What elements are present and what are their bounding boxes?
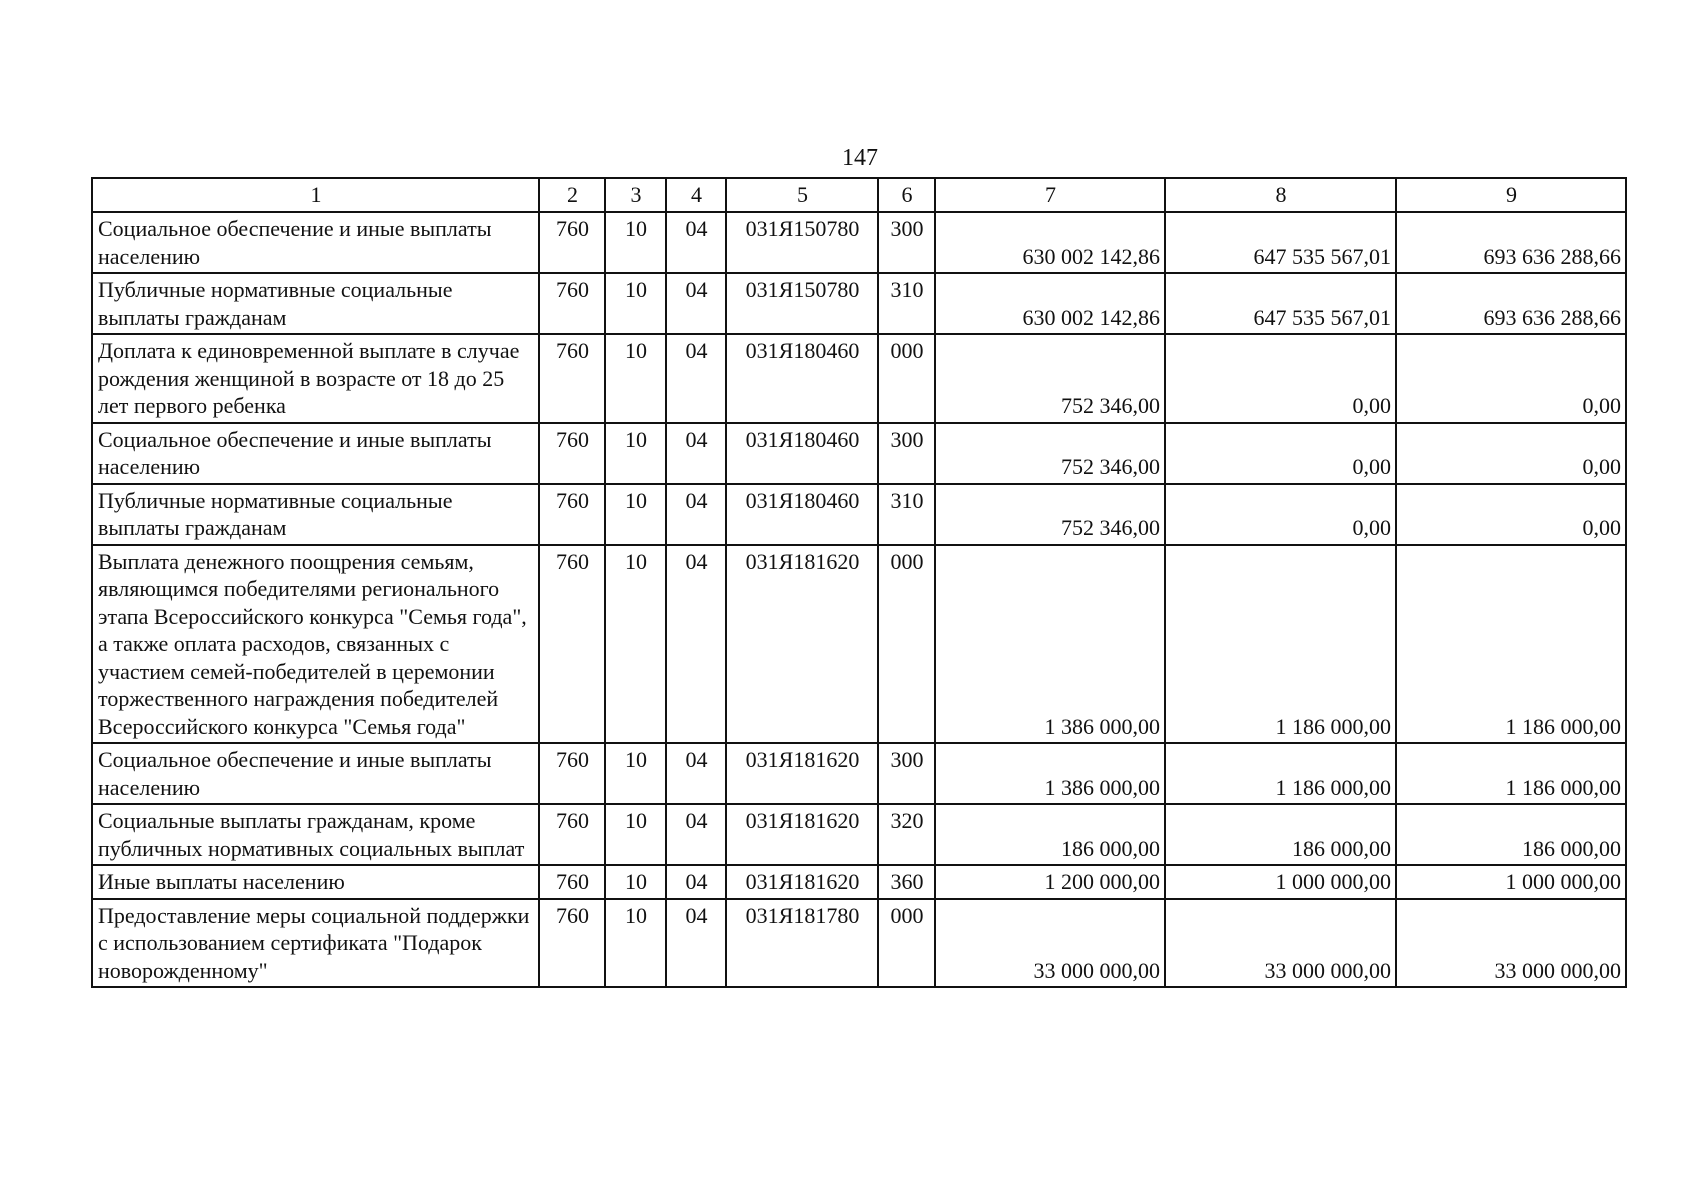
expense-type-cell: 320: [878, 804, 935, 865]
expense-type-cell: 300: [878, 212, 935, 273]
table-body: [92, 212, 1626, 987]
amount-year-3-cell: 1 186 000,00: [1396, 743, 1626, 804]
section-code-cell: 10: [605, 865, 666, 899]
expense-type-cell: 000: [878, 899, 935, 988]
target-article-cell: 031Я150780: [726, 212, 878, 273]
section-code-cell: 10: [605, 273, 666, 334]
ministry-code-cell: 760: [539, 484, 605, 545]
target-article-cell: 031Я181620: [726, 545, 878, 744]
expense-type-cell: 300: [878, 743, 935, 804]
ministry-code-cell: 760: [539, 273, 605, 334]
ministry-code-cell: 760: [539, 334, 605, 423]
amount-year-3-cell: 186 000,00: [1396, 804, 1626, 865]
amount-year-2-cell: 0,00: [1165, 334, 1396, 423]
amount-year-1-cell: 752 346,00: [935, 423, 1165, 484]
column-header-1: 1: [92, 178, 539, 212]
subsection-code-cell: 04: [666, 899, 726, 988]
amount-year-3-cell: 0,00: [1396, 334, 1626, 423]
amount-year-2-cell: 647 535 567,01: [1165, 212, 1396, 273]
table-row: [92, 743, 1626, 804]
target-article-cell: 031Я180460: [726, 334, 878, 423]
amount-year-2-cell: 1 186 000,00: [1165, 545, 1396, 744]
column-header-3: 3: [605, 178, 666, 212]
amount-year-1-cell: 1 386 000,00: [935, 743, 1165, 804]
table-header: [92, 178, 1626, 212]
section-code-cell: 10: [605, 334, 666, 423]
expense-name-cell: Иные выплаты населению: [92, 865, 539, 899]
ministry-code-cell: 760: [539, 212, 605, 273]
column-header-9: 9: [1396, 178, 1626, 212]
expense-type-cell: 310: [878, 273, 935, 334]
column-header-4: 4: [666, 178, 726, 212]
ministry-code-cell: 760: [539, 865, 605, 899]
expense-name-cell: Социальные выплаты гражданам, кроме публичных нормативных социальных выплат: [92, 804, 539, 865]
amount-year-2-cell: 0,00: [1165, 423, 1396, 484]
amount-year-1-cell: 186 000,00: [935, 804, 1165, 865]
amount-year-2-cell: 0,00: [1165, 484, 1396, 545]
column-header-6: 6: [878, 178, 935, 212]
ministry-code-cell: 760: [539, 804, 605, 865]
amount-year-3-cell: 1 000 000,00: [1396, 865, 1626, 899]
table-row: [92, 545, 1626, 744]
budget-table: [91, 177, 1627, 988]
expense-type-cell: 310: [878, 484, 935, 545]
amount-year-2-cell: 33 000 000,00: [1165, 899, 1396, 988]
amount-year-1-cell: 752 346,00: [935, 484, 1165, 545]
subsection-code-cell: 04: [666, 743, 726, 804]
section-code-cell: 10: [605, 899, 666, 988]
table-row: [92, 484, 1626, 545]
section-code-cell: 10: [605, 423, 666, 484]
section-code-cell: 10: [605, 743, 666, 804]
amount-year-3-cell: 693 636 288,66: [1396, 273, 1626, 334]
expense-type-cell: 000: [878, 334, 935, 423]
subsection-code-cell: 04: [666, 545, 726, 744]
ministry-code-cell: 760: [539, 899, 605, 988]
subsection-code-cell: 04: [666, 334, 726, 423]
expense-name-cell: Социальное обеспечение и иные выплаты населению: [92, 743, 539, 804]
expense-name-cell: Выплата денежного поощрения семьям, являющимся победителями регионального этапа Всероссийского конкурса "Семья года", а также оплата расходов, связанных с участием семей-победителей в церемонии торжественного награждения победителей Всероссийского конкурса "Семья года": [92, 545, 539, 744]
table-row: [92, 273, 1626, 334]
column-header-8: 8: [1165, 178, 1396, 212]
amount-year-3-cell: 0,00: [1396, 484, 1626, 545]
subsection-code-cell: 04: [666, 423, 726, 484]
header-row: [92, 178, 1626, 212]
subsection-code-cell: 04: [666, 865, 726, 899]
target-article-cell: 031Я180460: [726, 484, 878, 545]
column-header-2: 2: [539, 178, 605, 212]
target-article-cell: 031Я181780: [726, 899, 878, 988]
section-code-cell: 10: [605, 212, 666, 273]
expense-name-cell: Социальное обеспечение и иные выплаты населению: [92, 212, 539, 273]
amount-year-1-cell: 752 346,00: [935, 334, 1165, 423]
expense-name-cell: Предоставление меры социальной поддержки с использованием сертификата "Подарок новорожденному": [92, 899, 539, 988]
section-code-cell: 10: [605, 804, 666, 865]
ministry-code-cell: 760: [539, 423, 605, 484]
amount-year-1-cell: 630 002 142,86: [935, 212, 1165, 273]
amount-year-2-cell: 1 000 000,00: [1165, 865, 1396, 899]
ministry-code-cell: 760: [539, 545, 605, 744]
expense-type-cell: 000: [878, 545, 935, 744]
target-article-cell: 031Я180460: [726, 423, 878, 484]
expense-name-cell: Публичные нормативные социальные выплаты гражданам: [92, 484, 539, 545]
page-number: 147: [842, 145, 878, 171]
expense-name-cell: Публичные нормативные социальные выплаты гражданам: [92, 273, 539, 334]
amount-year-3-cell: 33 000 000,00: [1396, 899, 1626, 988]
target-article-cell: 031Я150780: [726, 273, 878, 334]
subsection-code-cell: 04: [666, 212, 726, 273]
table-row: [92, 899, 1626, 988]
amount-year-3-cell: 0,00: [1396, 423, 1626, 484]
target-article-cell: 031Я181620: [726, 804, 878, 865]
amount-year-1-cell: 1 200 000,00: [935, 865, 1165, 899]
table-row: [92, 334, 1626, 423]
column-header-5: 5: [726, 178, 878, 212]
amount-year-2-cell: 647 535 567,01: [1165, 273, 1396, 334]
amount-year-1-cell: 33 000 000,00: [935, 899, 1165, 988]
subsection-code-cell: 04: [666, 484, 726, 545]
amount-year-2-cell: 186 000,00: [1165, 804, 1396, 865]
expense-name-cell: Социальное обеспечение и иные выплаты населению: [92, 423, 539, 484]
column-header-7: 7: [935, 178, 1165, 212]
amount-year-3-cell: 693 636 288,66: [1396, 212, 1626, 273]
amount-year-2-cell: 1 186 000,00: [1165, 743, 1396, 804]
expense-type-cell: 360: [878, 865, 935, 899]
amount-year-1-cell: 1 386 000,00: [935, 545, 1165, 744]
target-article-cell: 031Я181620: [726, 865, 878, 899]
section-code-cell: 10: [605, 545, 666, 744]
expense-name-cell: Доплата к единовременной выплате в случае рождения женщиной в возрасте от 18 до 25 лет первого ребенка: [92, 334, 539, 423]
subsection-code-cell: 04: [666, 804, 726, 865]
ministry-code-cell: 760: [539, 743, 605, 804]
table-row: [92, 423, 1626, 484]
amount-year-1-cell: 630 002 142,86: [935, 273, 1165, 334]
table-row: [92, 865, 1626, 899]
target-article-cell: 031Я181620: [726, 743, 878, 804]
expense-type-cell: 300: [878, 423, 935, 484]
table-row: [92, 212, 1626, 273]
subsection-code-cell: 04: [666, 273, 726, 334]
section-code-cell: 10: [605, 484, 666, 545]
amount-year-3-cell: 1 186 000,00: [1396, 545, 1626, 744]
table-row: [92, 804, 1626, 865]
